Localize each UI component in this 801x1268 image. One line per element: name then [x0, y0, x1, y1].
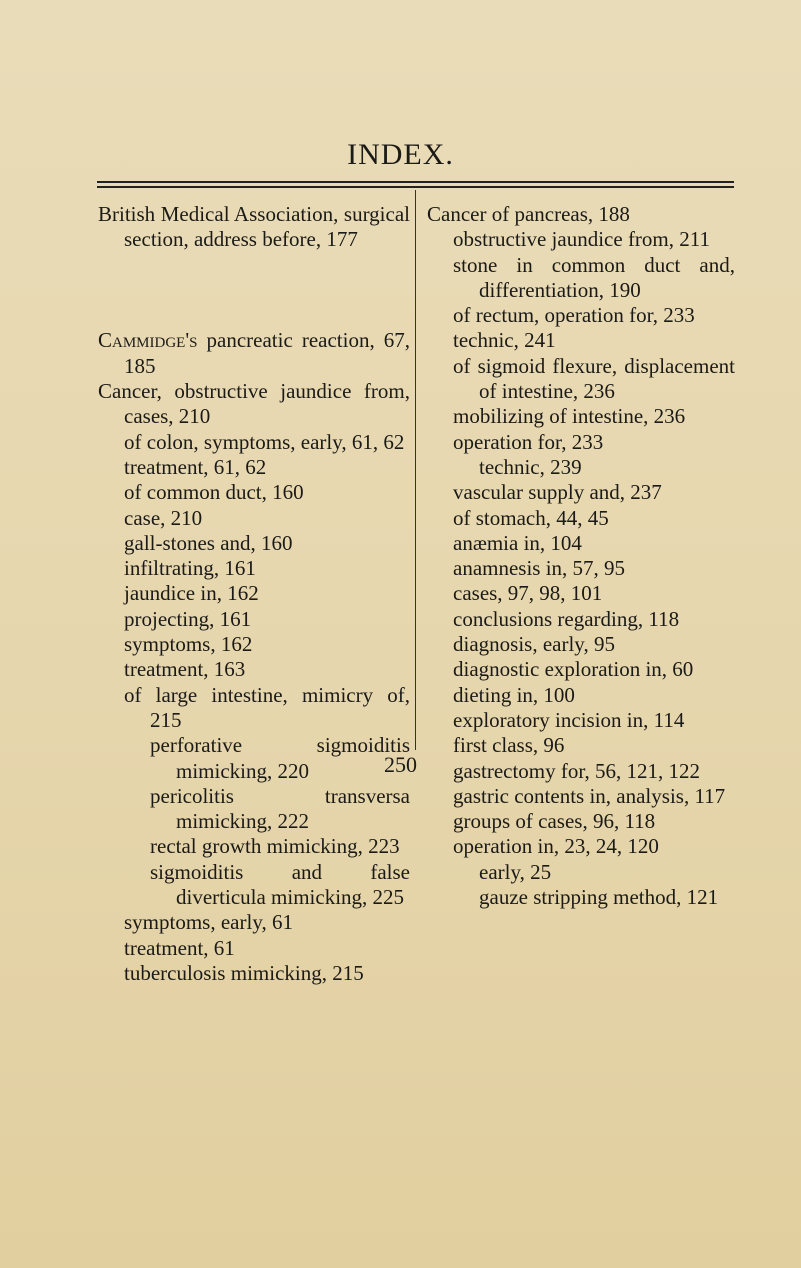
index-subentry: early, 25: [479, 859, 552, 884]
index-subentry: dieting in, 100: [453, 682, 575, 707]
entry-gap: [98, 253, 410, 329]
title-rule-lower: [97, 186, 734, 188]
index-subentry: mobilizing of intestine, 236: [453, 404, 686, 429]
index-subentry: operation for, 233: [453, 429, 604, 454]
index-subentry: symptoms, early, 61: [124, 910, 293, 935]
index-entry: British Medical Association, surgical section, address before, 177: [98, 202, 410, 252]
column-divider: [415, 190, 416, 750]
index-subentry: sigmoiditis and false diverticula mimicking, 225: [150, 859, 410, 910]
index-entry: Cancer of pancreas, 188: [427, 202, 630, 226]
index-headword: Cammidge's: [98, 328, 198, 353]
index-subentry: jaundice in, 162: [124, 581, 259, 606]
index-subentry: rectal growth mimicking, 223: [150, 834, 400, 859]
index-subentry: symptoms, 162: [124, 632, 253, 657]
index-subentry: diagnostic exploration in, 60: [453, 657, 694, 682]
index-subentry: gastrectomy for, 56, 121, 122: [453, 758, 701, 783]
index-subentry: vascular supply and, 237: [453, 480, 662, 505]
index-subentry: diagnosis, early, 95: [453, 632, 615, 657]
page-title: INDEX.: [347, 138, 454, 171]
index-subentry: conclusions regarding, 118: [453, 606, 680, 631]
index-subentry: operation in, 23, 24, 120: [453, 834, 659, 859]
index-subentry: stone in common duct and, differentiation, 190: [453, 252, 735, 302]
index-subentry: of stomach, 44, 45: [453, 505, 609, 530]
index-subentry: pericolitis transversa mimicking, 222: [150, 783, 410, 834]
index-subentry: tuberculosis mimicking, 215: [124, 960, 364, 985]
index-entry: [98, 328, 410, 379]
index-subentry: gastric contents in, analysis, 117: [453, 783, 726, 808]
index-subentry: of large intestine, mimicry of, 215: [124, 682, 410, 732]
left-column: [98, 202, 410, 986]
index-subentry: gauze stripping method, 121: [479, 885, 719, 910]
index-subentry: exploratory incision in, 114: [453, 707, 685, 732]
index-subentry: treatment, 61: [124, 935, 235, 960]
index-subentry: of common duct, 160: [124, 480, 304, 505]
title-rule-upper: [97, 181, 734, 183]
index-subentry: of rectum, operation for, 233: [453, 303, 695, 328]
index-subentry: anæmia in, 104: [453, 530, 582, 555]
index-subentry: projecting, 161: [124, 606, 252, 631]
index-entry: Cancer, obstructive jaundice from, cases, 210: [98, 379, 410, 429]
index-subentry: technic, 241: [453, 328, 556, 353]
index-subentry: of sigmoid flexure, displacement of intestine, 236: [453, 353, 735, 404]
index-subentry: treatment, 61, 62: [124, 454, 267, 479]
index-subentry: anamnesis in, 57, 95: [453, 556, 626, 581]
index-subentry: case, 210: [124, 505, 203, 530]
index-subentry: treatment, 163: [124, 657, 246, 682]
index-subentry: cases, 97, 98, 101: [453, 581, 603, 606]
page-number: 250: [384, 752, 417, 777]
index-subentry: technic, 239: [479, 454, 582, 479]
index-subentry: gall-stones and, 160: [124, 530, 293, 555]
index-subentry: infiltrating, 161: [124, 556, 256, 581]
index-subentry: of colon, symptoms, early, 61, 62: [124, 429, 405, 454]
index-subentry: perforative sigmoiditis mimicking, 220: [150, 733, 410, 783]
index-subentry: groups of cases, 96, 118: [453, 809, 656, 834]
right-column: [427, 202, 735, 910]
index-entry-text: pancreatic reaction, 67, 185: [124, 328, 410, 378]
index-subentry: obstructive jaundice from, 211: [453, 227, 710, 252]
index-subentry: first class, 96: [453, 733, 565, 758]
